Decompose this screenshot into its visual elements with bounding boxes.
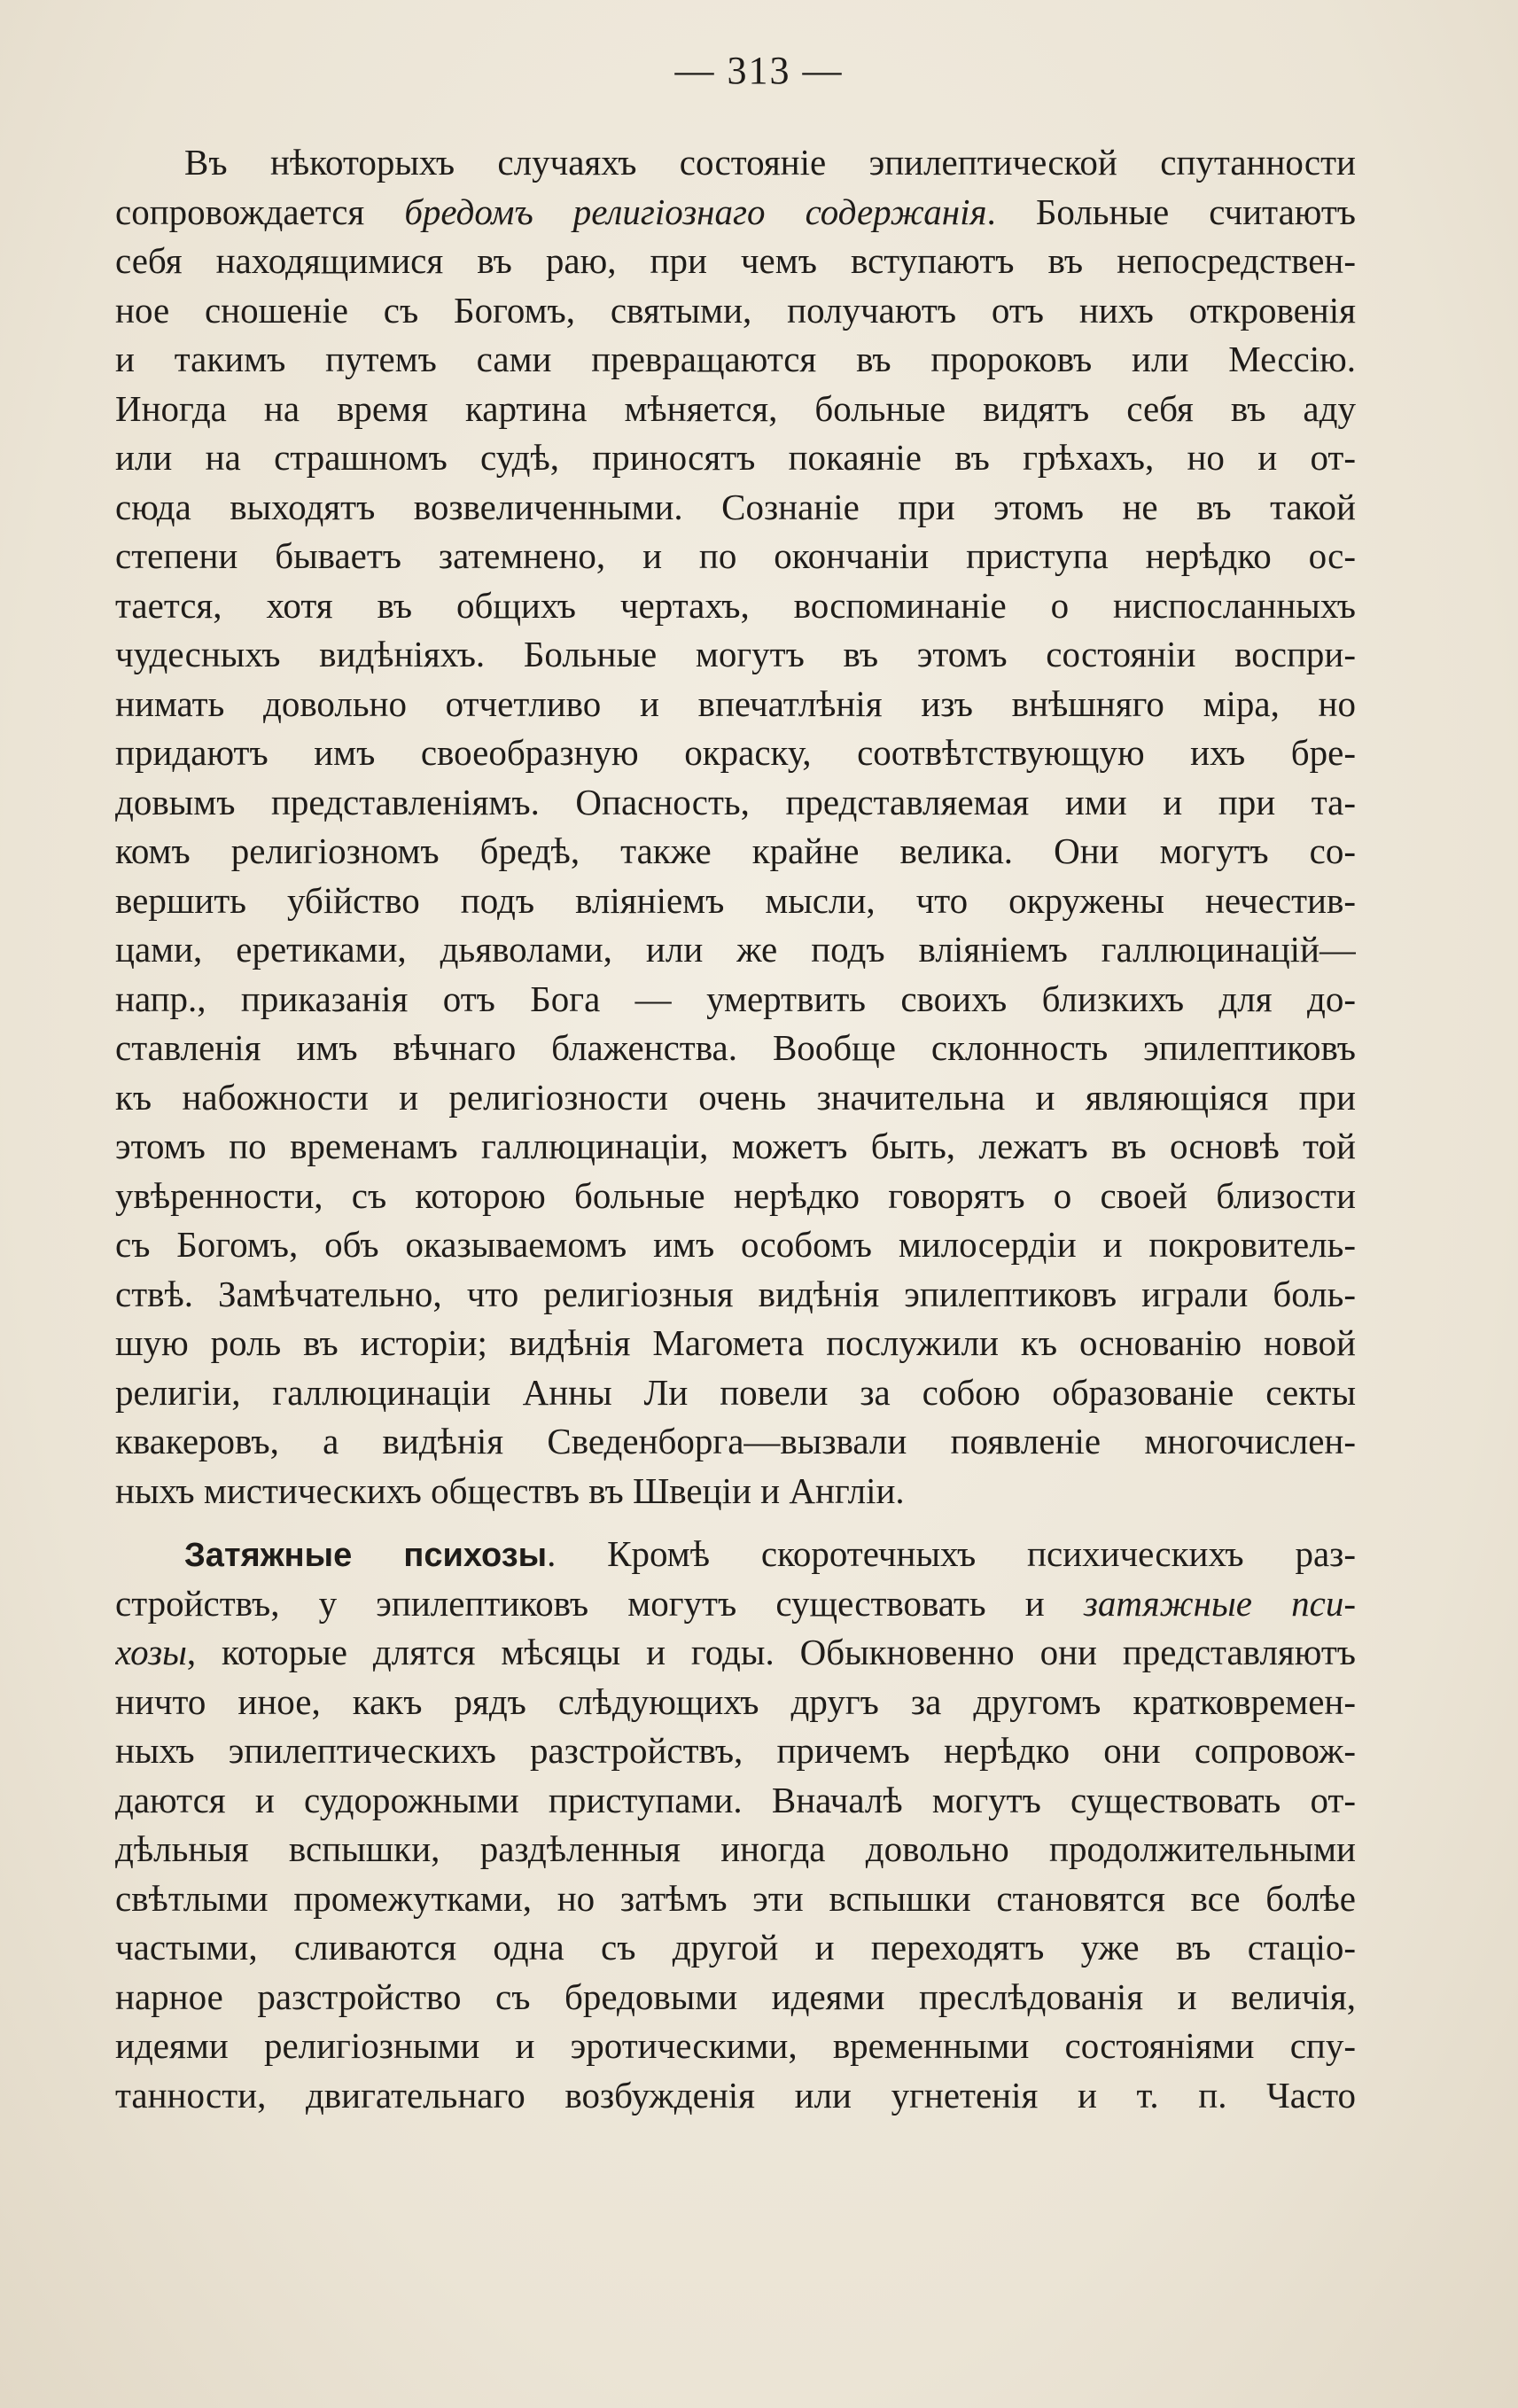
text-line: и такимъ путемъ сами превращаются въ пророковъ или Мессію. <box>115 339 1356 379</box>
text-line: религіи, галлюцинаціи Анны Ли повели за собою образованіе секты <box>115 1371 1356 1413</box>
text-line: этомъ по временамъ галлюцинаціи, можетъ быть, лежатъ въ основѣ той <box>115 1126 1356 1166</box>
text-line: сюда выходятъ возвеличенными. Сознаніе при этомъ не въ такой <box>115 486 1356 527</box>
text-line: вершить убійство подъ вліяніемъ мысли, что окружены нечестив- <box>115 879 1356 921</box>
text-line: нимать довольно отчетливо и впечатлѣнія изъ внѣшняго міра, но <box>115 682 1356 724</box>
text-line: квакеровъ, а видѣнія Сведенборга—вызвали появленіе многочислен- <box>115 1421 1356 1461</box>
text-line: или на страшномъ судѣ, приносятъ покаяніе въ грѣхахъ, но и от- <box>115 437 1356 478</box>
text-segment: стройствъ, у эпилептиковъ могутъ существовать и <box>115 1582 1084 1624</box>
text-line: комъ религіозномъ бредѣ, также крайне велика. Они могутъ со- <box>115 830 1356 871</box>
text-line: дѣльныя вспышки, раздѣленныя иногда довольно продолжительными <box>115 1828 1356 1869</box>
italic-phrase: хозы <box>115 1632 187 1672</box>
text-segment: сопровождается <box>115 191 405 232</box>
text-line <box>115 1579 1356 1629</box>
text-line: Иногда на время картина мѣняется, больные видятъ себя въ аду <box>115 387 1356 429</box>
text-line: идеями религіозными и эротическими, временными состояніями спу- <box>115 2025 1356 2066</box>
text-segment: , которые длятся мѣсяцы и годы. Обыкновенно они представляютъ <box>186 1632 1356 1672</box>
text-line: увѣренности, съ которою больные нерѣдко говорятъ о своей близости <box>115 1174 1356 1216</box>
text-line <box>115 1628 1356 1678</box>
italic-phrase: бредомъ религіознаго содержанія <box>404 191 987 232</box>
text-line: къ набожности и религіозности очень значительна и являющіяся при <box>115 1076 1356 1118</box>
text-line: танности, двигательнаго возбужденія или угнетенія и т. п. Часто <box>115 2074 1356 2116</box>
italic-phrase: затяжные пси- <box>1083 1582 1356 1624</box>
text-line: ное сношеніе съ Богомъ, святыми, получаютъ отъ нихъ откровенія <box>115 289 1356 331</box>
text-line: тается, хотя въ общихъ чертахъ, воспоминаніе о ниспосланныхъ <box>115 584 1356 626</box>
text-line: себя находящимися въ раю, при чемъ вступаютъ въ непосредствен- <box>115 240 1356 281</box>
text-segment: . Больные считаютъ <box>986 191 1356 232</box>
text-line: нарное разстройство съ бредовыми идеями преслѣдованія и величія, <box>115 1975 1356 2017</box>
text-line: придаютъ имъ своеобразную окраску, соотвѣтствующую ихъ бре- <box>115 732 1356 773</box>
paragraph-prolonged-psychoses <box>115 1530 1356 2120</box>
text-line: напр., приказанія отъ Бога — умертвить своихъ близкихъ для до- <box>115 978 1356 1019</box>
section-heading: Затяжные психозы <box>184 1537 548 1574</box>
text-line: ныхъ эпилептическихъ разстройствъ, причемъ нерѣдко они сопровож- <box>115 1730 1356 1771</box>
text-line: степени бываетъ затемнено, и по окончаніи приступа нерѣдко ос- <box>115 535 1356 576</box>
text-line: ствѣ. Замѣчательно, что религіозныя видѣнія эпилептиковъ играли боль- <box>115 1273 1356 1314</box>
text-line: ничто иное, какъ рядъ слѣдующихъ другъ за другомъ кратковремен- <box>115 1680 1356 1722</box>
text-line: цами, еретиками, дьяволами, или же подъ вліяніемъ галлюцинацій— <box>115 929 1356 970</box>
text-line: Въ нѣкоторыхъ случаяхъ состояніе эпилептической спутанности <box>184 142 1356 183</box>
text-segment: . Кромѣ скоротечныхъ психическихъ раз- <box>547 1533 1356 1574</box>
text-line: частыми, сливаются одна съ другой и переходятъ уже въ стаціо- <box>115 1927 1356 1968</box>
page-number: — 313 — <box>674 49 844 92</box>
text-line: шую роль въ исторіи; видѣнія Магомета послужили къ основанію новой <box>115 1322 1356 1363</box>
paragraph-religious-delirium <box>115 138 1356 1516</box>
text-line: съ Богомъ, объ оказываемомъ имъ особомъ милосердіи и покровитель- <box>115 1224 1356 1265</box>
text-line: чудесныхъ видѣніяхъ. Больные могутъ въ этомъ состояніи воспри- <box>115 634 1356 674</box>
text-line: свѣтлыми промежутками, но затѣмъ эти вспышки становятся все болѣе <box>115 1877 1356 1919</box>
text-line <box>115 1530 1356 1579</box>
text-line: даются и судорожными приступами. Вначалѣ могутъ существовать от- <box>115 1779 1356 1820</box>
text-line: довымъ представленіямъ. Опасность, представляемая ими и при та- <box>115 781 1356 822</box>
text-line: ставленія имъ вѣчнаго блаженства. Вообще склонность эпилептиковъ <box>115 1027 1356 1068</box>
text-line: ныхъ мистическихъ обществъ въ Швеціи и Англіи. <box>115 1469 905 1511</box>
text-line <box>115 188 1356 238</box>
